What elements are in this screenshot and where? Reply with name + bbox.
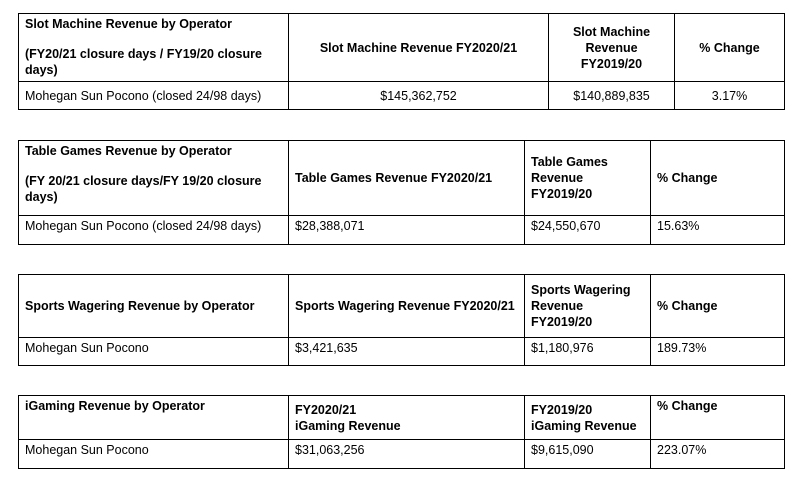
operator-cell: Mohegan Sun Pocono (closed 24/98 days) (19, 82, 289, 110)
fy1920-header-line: Revenue (531, 299, 584, 313)
change-header: % Change (651, 396, 785, 440)
fy1920-header (549, 14, 675, 82)
change-value: 15.63% (651, 216, 785, 245)
operator-header-title: Sports Wagering Revenue by Operator (19, 275, 289, 338)
operator-cell: Mohegan Sun Pocono (closed 24/98 days) (19, 216, 289, 245)
fy2021-value: $145,362,752 (289, 82, 549, 110)
fy2021-header: Slot Machine Revenue FY2020/21 (289, 14, 549, 82)
fy1920-value: $9,615,090 (525, 440, 651, 469)
change-header: % Change (651, 275, 785, 338)
fy2021-header: Sports Wagering Revenue FY2020/21 (289, 275, 525, 338)
table-header-row (19, 141, 785, 216)
operator-header-cell (19, 14, 289, 82)
table-games-revenue-table (18, 140, 785, 245)
operator-header-title: iGaming Revenue by Operator (19, 396, 289, 440)
table-row (19, 338, 785, 366)
fy1920-header-line: Slot Machine (572, 24, 651, 39)
fy1920-header-line: Sports Wagering (531, 283, 631, 297)
fy2021-header (289, 396, 525, 440)
fy2021-header-line: iGaming Revenue (295, 418, 401, 433)
change-value: 189.73% (651, 338, 785, 366)
slot-machine-revenue-table (18, 13, 785, 110)
fy1920-value: $1,180,976 (525, 338, 651, 366)
fy1920-header (525, 275, 651, 338)
fy1920-header-line: Revenue (585, 40, 638, 55)
fy1920-header-line: FY2019/20 (531, 187, 593, 201)
igaming-revenue-table (18, 395, 785, 469)
fy2021-value: $28,388,071 (289, 216, 525, 245)
change-value: 223.07% (651, 440, 785, 469)
operator-header-subtitle: (FY20/21 closure days / FY19/20 closure days) (25, 47, 262, 77)
fy1920-value: $24,550,670 (525, 216, 651, 245)
table-row (19, 440, 785, 469)
operator-header-title: Table Games Revenue by Operator (25, 144, 232, 158)
fy1920-header-line: FY2019/20 (580, 56, 643, 71)
fy1920-header (525, 396, 651, 440)
fy2021-value: $3,421,635 (289, 338, 525, 366)
fy1920-header-line: Table Games (531, 155, 608, 169)
table-header-row (19, 396, 785, 440)
fy2021-value: $31,063,256 (289, 440, 525, 469)
table-header-row (19, 14, 785, 82)
change-header: % Change (675, 14, 785, 82)
fy1920-value: $140,889,835 (549, 82, 675, 110)
fy2021-header: Table Games Revenue FY2020/21 (289, 141, 525, 216)
table-row (19, 216, 785, 245)
fy2021-header-line: FY2020/21 (295, 402, 357, 417)
operator-cell: Mohegan Sun Pocono (19, 338, 289, 366)
fy1920-header (525, 141, 651, 216)
fy1920-header-line: FY2019/20 (531, 402, 593, 417)
table-row (19, 82, 785, 110)
operator-cell: Mohegan Sun Pocono (19, 440, 289, 469)
change-value: 3.17% (675, 82, 785, 110)
change-header: % Change (651, 141, 785, 216)
operator-header-subtitle: (FY 20/21 closure days/FY 19/20 closure days) (25, 174, 262, 204)
operator-header-cell (19, 141, 289, 216)
fy1920-header-line: iGaming Revenue (531, 418, 637, 433)
operator-header-title: Slot Machine Revenue by Operator (25, 17, 232, 31)
fy1920-header-line: Revenue (531, 171, 584, 185)
table-header-row (19, 275, 785, 338)
fy1920-header-line: FY2019/20 (531, 315, 593, 329)
sports-wagering-revenue-table (18, 274, 785, 366)
